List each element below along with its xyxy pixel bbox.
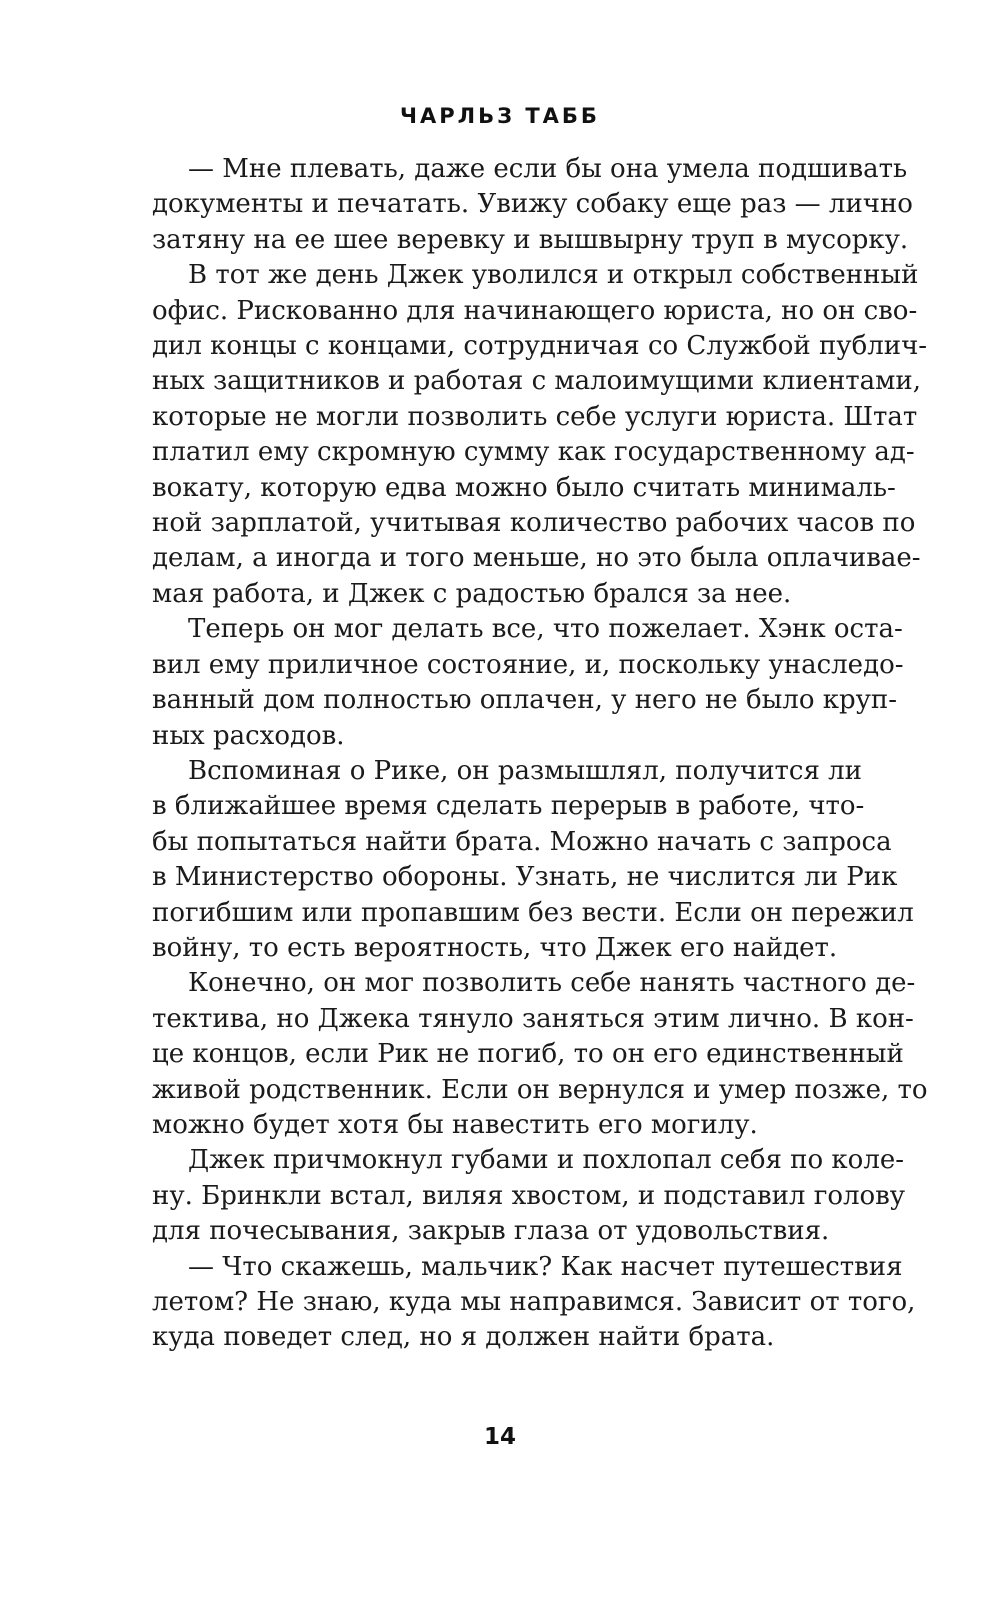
text-line: бы попытаться найти брата. Можно начать с запроса [152,826,892,857]
body-text [152,152,928,1356]
paragraph [152,1250,916,1356]
text-line: куда поведет след, но я должен найти брата. [152,1322,775,1353]
text-line: ванный дом полностью оплачен, у него не было круп- [152,685,898,716]
text-line: погибшим или пропавшим без вести. Если он пережил [152,897,914,928]
text-line: для почесывания, закрыв глаза от удовольствия. [152,1216,830,1247]
text-line: офис. Рискованно для начинающего юриста, но он сво- [152,295,918,326]
paragraph [152,966,928,1143]
paragraph [152,612,904,754]
text-line: живой родственник. Если он вернулся и умер позже, то [152,1074,928,1105]
text-line: це концов, если Рик не погиб, то он его единственный [152,1039,904,1070]
text-line: документы и печатать. Увижу собаку еще раз — лично [152,189,913,220]
text-line: Джек причмокнул губами и похлопал себя по коле- [188,1145,905,1176]
text-line: В тот же день Джек уволился и открыл собственный [188,260,919,291]
text-line: вокату, которую едва можно было считать минималь- [152,472,896,503]
text-line: дил концы с концами, сотрудничая со Службой публич- [152,331,928,362]
text-line: ну. Бринкли встал, виляя хвостом, и подставил голову [152,1180,906,1211]
text-line: которые не могли позволить себе услуги юриста. Штат [152,401,918,432]
text-line: — Что скажешь, мальчик? Как насчет путешествия [188,1251,903,1282]
text-line: ных защитников и работая с малоимущими клиентами, [152,366,921,397]
text-line: делам, а иногда и того меньше, но это была оплачивае- [152,543,921,574]
text-line: Теперь он мог делать все, что пожелает. Хэнк оста- [188,614,903,645]
text-line: ных расходов. [152,720,345,751]
text-line: ной зарплатой, учитывая количество рабочих часов по [152,508,916,539]
text-line: в ближайшее время сделать перерыв в работе, что- [152,791,865,822]
text-line: — Мне плевать, даже если бы она умела подшивать [188,154,908,184]
text-line: в Министерство обороны. Узнать, не числится ли Рик [152,862,898,893]
text-line: тектива, но Джека тянуло заняться этим лично. В кон- [152,1003,914,1034]
text-line: вил ему приличное состояние, и, поскольку унаследо- [152,649,904,680]
text-line: Конечно, он мог позволить себе нанять частного де- [188,968,916,999]
text-line: затяну на ее шее веревку и вышвырну труп в мусорку. [152,224,909,255]
text-line: платил ему скромную сумму как государственному ад- [152,437,915,468]
text-line: Вспоминая о Рике, он размышлял, получится ли [188,755,863,786]
running-title: ЧАРЛЬЗ ТАББ [400,104,600,128]
text-line: войну, то есть вероятность, что Джек его найдет. [152,932,838,963]
page-number: 14 [483,1424,516,1450]
paragraph [152,1143,906,1249]
text-line: летом? Не знаю, куда мы направимся. Зависит от того, [152,1287,916,1317]
text-line: можно будет хотя бы навестить его могилу. [152,1109,758,1140]
paragraph [152,152,913,258]
text-line: мая работа, и Джек с радостью брался за нее. [152,578,792,609]
paragraph [152,754,914,966]
paragraph [152,258,928,612]
